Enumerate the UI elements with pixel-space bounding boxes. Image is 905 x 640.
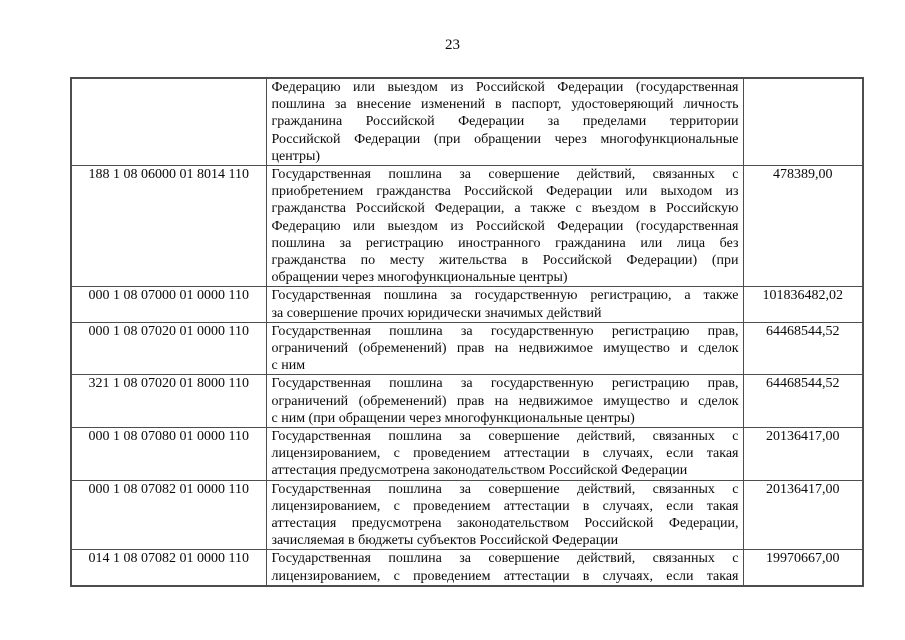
description-line: лицензированием, с проведением аттестации в случаях, если такая [271, 446, 739, 462]
description-line: Государственная пошлина за государственную регистрацию, а также [271, 288, 739, 304]
description-line: Государственная пошлина за совершение действий, связанных с [271, 481, 739, 497]
description-line: пошлина за регистрацию иностранного гражданина или лица без [271, 235, 739, 251]
description-line: гражданства по месту жительства в Российской Федерации) (при [271, 253, 739, 269]
description-line: Государственная пошлина за совершение действий, связанных с [271, 551, 739, 567]
description-line: зачисляемая в бюджеты субъектов Российской Федерации [271, 533, 619, 549]
table-row [71, 480, 863, 550]
budget-table-body [71, 78, 863, 586]
description-line: Государственная пошлина за государственную регистрацию прав, [271, 376, 739, 392]
table-row [71, 550, 863, 586]
code-cell: 000 1 08 07082 01 0000 110 [71, 480, 266, 550]
table-row [71, 322, 863, 375]
description-line: гражданства Российской Федерации, а также с въездом в Российскую [271, 201, 739, 217]
description-line: ограничений (обременений) прав на недвижимое имущество и сделок [271, 393, 739, 409]
table-row [71, 375, 863, 428]
description-line: гражданина Российской Федерации за пределами территории [271, 114, 739, 130]
description-cell [266, 287, 743, 322]
amount-cell: 101836482,02 [743, 287, 863, 322]
page-number: 23 [445, 37, 460, 53]
description-line: Российской Федерации (при обращении через многофункциональные [271, 131, 739, 147]
description-line: Государственная пошлина за совершение действий, связанных с [271, 167, 739, 183]
description-line: приобретением гражданства Российской Федерации или выходом из [271, 184, 739, 200]
amount-cell: 20136417,00 [743, 480, 863, 550]
description-cell [266, 166, 743, 287]
description-cell [266, 480, 743, 550]
amount-cell [743, 78, 863, 166]
code-cell: 000 1 08 07080 01 0000 110 [71, 428, 266, 481]
description-line: Федерацию или выездом из Российской Федерации (государственная [271, 80, 739, 95]
code-cell [71, 78, 266, 166]
amount-cell: 478389,00 [743, 166, 863, 287]
description-cell [266, 428, 743, 481]
code-cell: 000 1 08 07020 01 0000 110 [71, 322, 266, 375]
table-row [71, 78, 863, 166]
description-cell [266, 550, 743, 586]
description-line: за совершение прочих юридически значимых действий [271, 305, 602, 321]
description-line: лицензированием, с проведением аттестации в случаях, если такая [271, 568, 739, 584]
description-line: центры) [271, 148, 321, 164]
description-line: с ним [271, 358, 306, 374]
description-cell [266, 322, 743, 375]
table-row [71, 166, 863, 287]
amount-cell: 19970667,00 [743, 550, 863, 586]
amount-cell: 64468544,52 [743, 375, 863, 428]
description-cell [266, 78, 743, 166]
code-cell: 000 1 08 07000 01 0000 110 [71, 287, 266, 322]
amount-cell: 64468544,52 [743, 322, 863, 375]
description-line: с ним (при обращении через многофункциональные центры) [271, 410, 635, 426]
description-line: аттестация предусмотрена законодательством Российской Федерации [271, 463, 688, 479]
description-cell [266, 375, 743, 428]
table-row [71, 428, 863, 481]
description-line: пошлина за внесение изменений в паспорт, удостоверяющий личность [271, 97, 739, 113]
budget-table [70, 77, 864, 587]
description-line: лицензированием, с проведением аттестации в случаях, если такая [271, 498, 739, 514]
table-row [71, 287, 863, 322]
description-line: Федерацию или выездом из Российской Федерации (государственная [271, 218, 739, 234]
description-line: Государственная пошлина за совершение действий, связанных с [271, 429, 739, 445]
code-cell: 321 1 08 07020 01 8000 110 [71, 375, 266, 428]
description-line: ограничений (обременений) прав на недвижимое имущество и сделок [271, 341, 739, 357]
code-cell: 014 1 08 07082 01 0000 110 [71, 550, 266, 586]
description-line: обращении через многофункциональные центры) [271, 270, 568, 286]
description-line: Государственная пошлина за государственную регистрацию прав, [271, 323, 739, 339]
description-line: аттестация предусмотрена законодательством Российской Федерации, [271, 516, 739, 532]
code-cell: 188 1 08 06000 01 8014 110 [71, 166, 266, 287]
amount-cell: 20136417,00 [743, 428, 863, 481]
